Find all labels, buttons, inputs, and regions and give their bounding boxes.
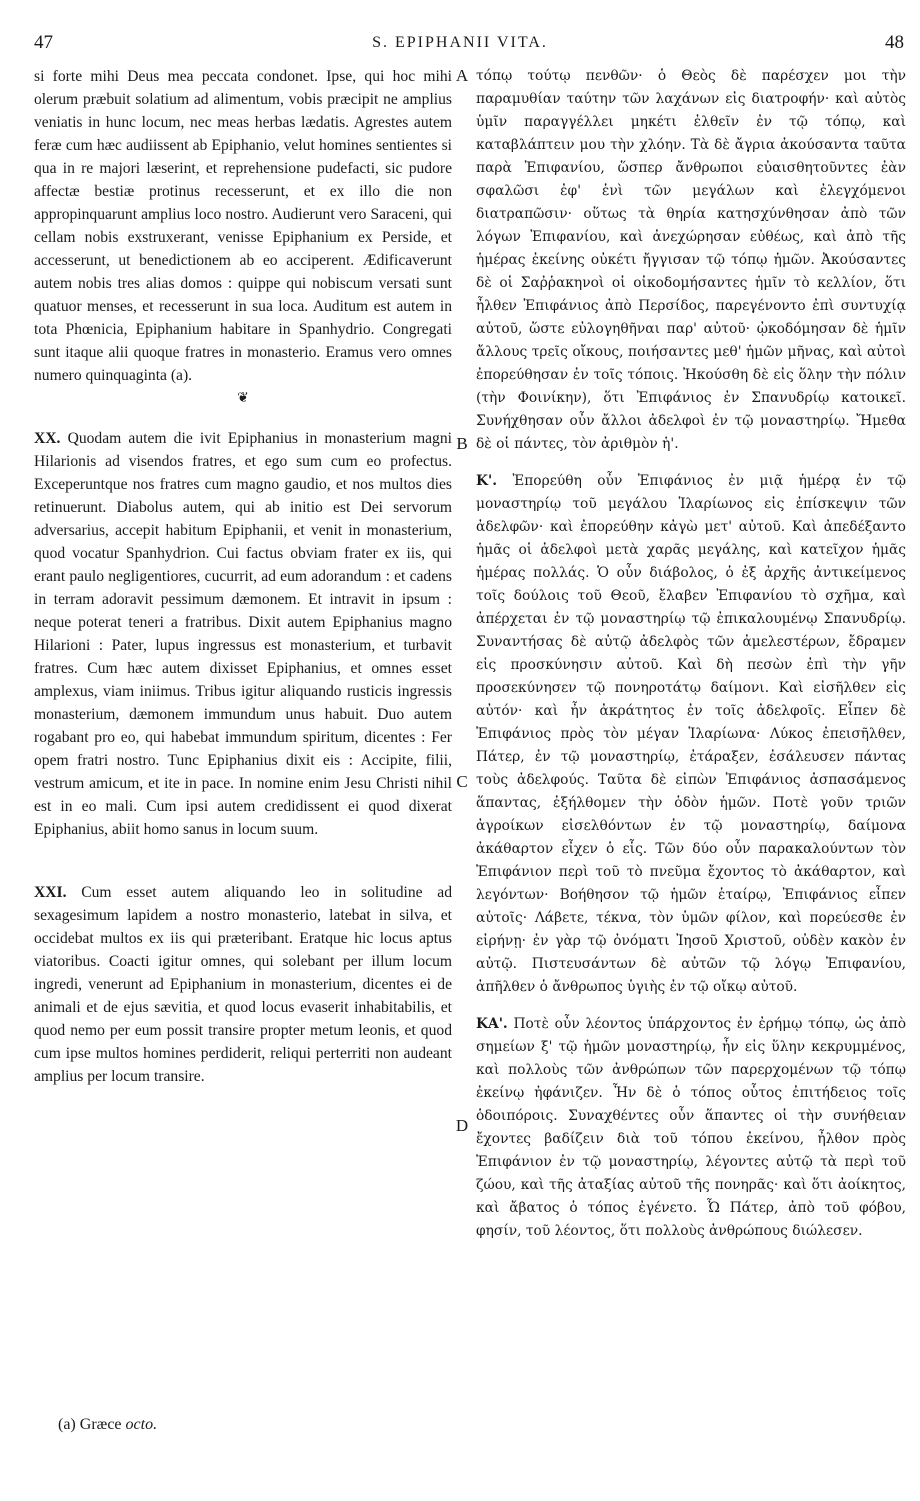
footnote xyxy=(58,1416,157,1434)
margin-letter-c: C xyxy=(456,772,468,791)
running-title: S. EPIPHANII VITA. xyxy=(372,34,548,51)
latin-chapter-21 xyxy=(34,881,452,1088)
latin-chapter-21-number: XXI. xyxy=(34,884,67,901)
footnote-mark: (a) xyxy=(58,1416,76,1433)
margin-letter-b: B xyxy=(456,434,468,453)
latin-chapter-20 xyxy=(34,427,452,841)
greek-chapter-21-text: Ποτὲ οὖν λέοντος ὑπάρχοντος ἐν ἐρήμῳ τόπῳ, ὡς ἀπὸ σημείων ξ' τῷ ἡμῶν μοναστηρίῳ, ἦν εἰς ὕλην κεκρυμμένος, καὶ πολλοὺς τῶν ἀνθρώπων τῶν παρερχομένων τῷ τόπῳ ἐκείνῳ ἠφάνιζεν. Ἦν δὲ ὁ τόπος οὗτος ἐπιτήδειος τοῖς ὁδοιπόροις. Συναχθέντες οὖν ἅπαντες οἱ τὴν συνήθειαν ἔχοντες βαδίζειν διὰ τοῦ τόπου ἐκείνου, ἦλθον πρὸς Ἐπιφάνιον ἐν τῷ μοναστηρίῳ, λέγοντες αὐτῷ τὰ περὶ τοῦ ζώου, καὶ τῆς ἀταξίας αὐτοῦ τῆς πονηρᾶς· καὶ ὅτι ἀοίκητος, καὶ ἄβατος ὁ τόπος ἐγένετο. Ὦ Πάτερ, ἀπὸ τοῦ φόβου, φησίν, τοῦ λέοντος, ὅτι πολλοὺς ἀνθρώπους διώλεσεν. xyxy=(476,1016,906,1239)
latin-chapter-21-text: Cum esset autem aliquando leo in solitudine ad sexagesimum lapidem a nostro monasterio, latebat in silva, et occidebat multos ex iis qui præteribant. Eratque hic locus aptus viatoribus. Coacti igitur omnes, qui solebant per illum locum ingredi, venerunt ad Epiphanium in monasterium, dicentes ei de animali et de ejus sævitia, et quod locus evaserit inhabitabilis, et quod nemo per eum possit transire propter metum leonis, et quod cum ipse multos homines perdiderit, reliqui perterriti non audeant amplius per locum transire. xyxy=(34,884,452,1085)
footnote-text: Græce xyxy=(79,1416,122,1433)
greek-paragraph-intro: τόπῳ τούτῳ πενθῶν· ὁ Θεὸς δὲ παρέσχεν μοι τὴν παραμυθίαν ταύτην τῶν λαχάνων εἰς διατροφήν· καὶ αὐτὸς ὑμῖν παραγγέλλει μηκέτι ἐλθεῖν ἐν τῷ τόπῳ, καὶ καταβλάπτειν μου τὴν χλόην. Τὰ δὲ ἄγρια ἀκούσαντα ταῦτα παρὰ Ἐπιφανίου, ὥσπερ ἄνθρωποι εὐαισθητοῦντες ἐὰν σφαλῶσι ἐφ' ἑνὶ τῶν μεγάλων καὶ ἐλεγχόμενοι διατραπῶσιν· οὕτως τὰ θηρία κατησχύνθησαν ἀπὸ τῶν λόγων Ἐπιφανίου, καὶ ἀνεχώρησαν εὐθέως, καὶ ἀπὸ τῆς ἡμέρας ἐκείνης οὐκέτι ἤγγισαν τῷ τόπῳ ἡμῶν. Ἀκούσαντες δὲ οἱ Σαῤῥακηνοὶ οἱ οἰκοδομήσαντες ἡμῖν τὸ κελλίον, ὅτι ἦλθεν Ἐπιφάνιος ἀπὸ Περσίδος, παρεγένοντο ἐπὶ συντυχίᾳ αὐτοῦ, ὥστε εὐλογηθῆναι παρ' αὐτοῦ· ᾠκοδόμησαν δὲ ἡμῖν ἄλλους τρεῖς οἴκους, ποιήσαντες μεθ' ἡμῶν μῆνας, καὶ αὐτοὶ ἐπορεύθησαν ἐν τοῖς τόποις. Ἠκούσθη δὲ εἰς ὅλην τὴν πόλιν (τὴν Φοινίκην), ὅτι Ἐπιφάνιος ἐν Σπανυδρίῳ κατοικεῖ. Συνήχθησαν οὖν ἄλλοι ἀδελφοὶ ἐν τῷ μοναστηρίῳ. Ἤμεθα δὲ οἱ πάντες, τὸν ἀριθμὸν ἡ'. xyxy=(476,68,906,452)
latin-column xyxy=(34,65,452,1088)
margin-letter-a: A xyxy=(455,66,469,85)
footnote-word: octo. xyxy=(125,1416,158,1433)
right-page-number: 48 xyxy=(885,32,904,53)
greek-chapter-21 xyxy=(476,1013,906,1243)
left-page-number: 47 xyxy=(34,32,53,53)
greek-chapter-20 xyxy=(476,470,906,999)
margin-letter-d: D xyxy=(455,1116,469,1135)
ornament-icon: ❦ xyxy=(237,391,249,406)
greek-chapter-20-number: Κ'. xyxy=(476,473,498,489)
greek-chapter-20-text: Ἐπορεύθη οὖν Ἐπιφάνιος ἐν μιᾷ ἡμέρᾳ ἐν τῷ μοναστηρίῳ τοῦ μεγάλου Ἱλαρίωνος εἰς ἐπίσκεψιν τῶν ἀδελφῶν· καὶ ἐπορεύθην κἀγὼ μετ' αὐτοῦ. Καὶ ἀπεδέξαντο ἡμᾶς οἱ ἀδελφοὶ μετὰ χαρᾶς μεγάλης, καὶ κατεῖχον ἡμᾶς ἡμέρας πολλάς. Ὁ οὖν διάβολος, ὁ ἐξ ἀρχῆς ἀντικείμενος τοῖς δούλοις τοῦ Θεοῦ, ἔλαβεν Ἐπιφανίου τὸ σχῆμα, καὶ ἀπέρχεται ἐν τῷ μοναστηρίῳ τῷ ἐπικαλουμένῳ Σπανυδρίῳ. Συναντήσας δὲ αὐτῷ ἀδελφὸς τῶν ἀμελεστέρων, ἔδραμεν εἰς προσκύνησιν αὐτοῦ. Καὶ δὴ πεσὼν ἐπὶ τὴν γῆν προσεκύνησεν τῷ πονηροτάτῳ δαίμονι. Καὶ εἰσῆλθεν εἰς αὐτόν· καὶ ἦν ἀκράτητος ἐν τοῖς ἀδελφοῖς. Εἶπεν δὲ Ἐπιφάνιος πρὸς τὸν μέγαν Ἱλαρίωνα· Λύκος ἐπεισῆλθεν, Πάτερ, ἐν τῷ μοναστηρίῳ, ἐτάραξεν, ἐσάλευσεν πάντας τοὺς ἀδελφούς. Ταῦτα δὲ εἰπὼν Ἐπιφάνιος ἀσπασάμενος ἅπαντας, ἐξήλθομεν τὴν ὁδὸν ἡμῶν. Ποτὲ γοῦν τριῶν ἀγροίκων εἰσελθόντων ἐν τῷ μοναστηρίῳ, δαίμονα ἀκάθαρτον εἶχεν ὁ εἷς. Τῶν δύο οὖν παρακαλούντων τὸν Ἐπιφάνιον περὶ τοῦ τὸ πνεῦμα ἔχοντος τὸ ἀκάθαρτον, καὶ λεγόντων· Βοήθησον τῷ ἡμῶν ἑταίρῳ, Ἐπιφάνιος εἶπεν αὐτοῖς· Λάβετε, τέκνα, τὸν ὑμῶν φίλον, καὶ πορεύεσθε ἐν εἰρήνῃ· ἐν γὰρ τῷ ὀνόματι Ἰησοῦ Χριστοῦ, οὐδὲν κακὸν ἐν αὐτῷ. Πιστευσάντων δὲ αὐτῶν τῷ λόγῳ Ἐπιφανίου, ἀπῆλθεν ὁ ἄνθρωπος ὑγιὴς ἐν τῷ οἴκῳ αὐτοῦ. xyxy=(476,473,906,995)
running-header xyxy=(0,30,920,56)
greek-column xyxy=(476,65,906,1243)
greek-chapter-21-number: ΚΑ'. xyxy=(476,1016,508,1032)
latin-chapter-20-text: Quodam autem die ivit Epiphanius in monasterium magni Hilarionis ad visendos fratres, et ego sum cum eo profectus. Exceperuntque nos fratres cum magno gaudio, et nos multos dies retinuerunt. Diabolus autem, qui ab initio est Dei servorum adversarius, accepit habitum Epiphanii, et venit in monasterium, quod vocatur Spanhydrion. Cui factus obviam frater ex iis, qui erant paulo negligentiores, cucurrit, ad eum adorandum : et cadens in terram adoravit pessimum dæmonem. Et intravit in ipsum : neque poterat teneri a fratribus. Dixit autem Epiphanius magno Hilarioni : Pater, lupus ingressus est monasterium, et turbavit fratres. Cum hæc autem dixisset Epiphanius, et omnes esset amplexus, viam iniimus. Tribus igitur aliquando rusticis ingressis monasterium, dæmonem immundum unus habuit. Duo autem rogabant pro eo, qui habebat immundum spiritum, dicentes : Fer opem fratri nostro. Tunc Epiphanius dixit eis : Accipite, filii, vestrum amicum, et ite in pace. In nomine enim Jesu Christi nihil est in eo mali. Cum ipsi autem credidissent ei quod dixerat Epiphanius, abiit homo sanus in locum suum. xyxy=(34,430,452,838)
latin-chapter-20-number: XX. xyxy=(34,430,61,447)
latin-paragraph-intro: si forte mihi Deus mea peccata condonet. Ipse, qui hoc mihi olerum præbuit solatium ad alimentum, vobis præcipit ne amplius veniatis in hunc locum, nec meas herbas lædatis. Agrestes autem feræ cum hæc audiissent ab Epiphanio, velut homines sentientes si qua in re majori læserint, et reprehensione pudefacti, sic pudore affectæ bestiæ protinus recesserunt, et ex illo die non appropinquarunt amplius loco nostro. Audierunt vero Saraceni, qui cellam nobis exstruxerant, venisse Epiphanium ex Perside, et accesserunt, ut benedictionem ab eo acciperent. Ædificaverunt autem nobis tres alias domos : quippe qui nobiscum versati sunt quatuor menses, et recesserunt in sua loca. Auditum est autem in tota Phœnicia, Epiphanium habitare in Spanhydrio. Congregati sunt itaque alii quoque fratres in monasterio. Eramus vero omnes numero quinquaginta (a). xyxy=(34,68,452,384)
